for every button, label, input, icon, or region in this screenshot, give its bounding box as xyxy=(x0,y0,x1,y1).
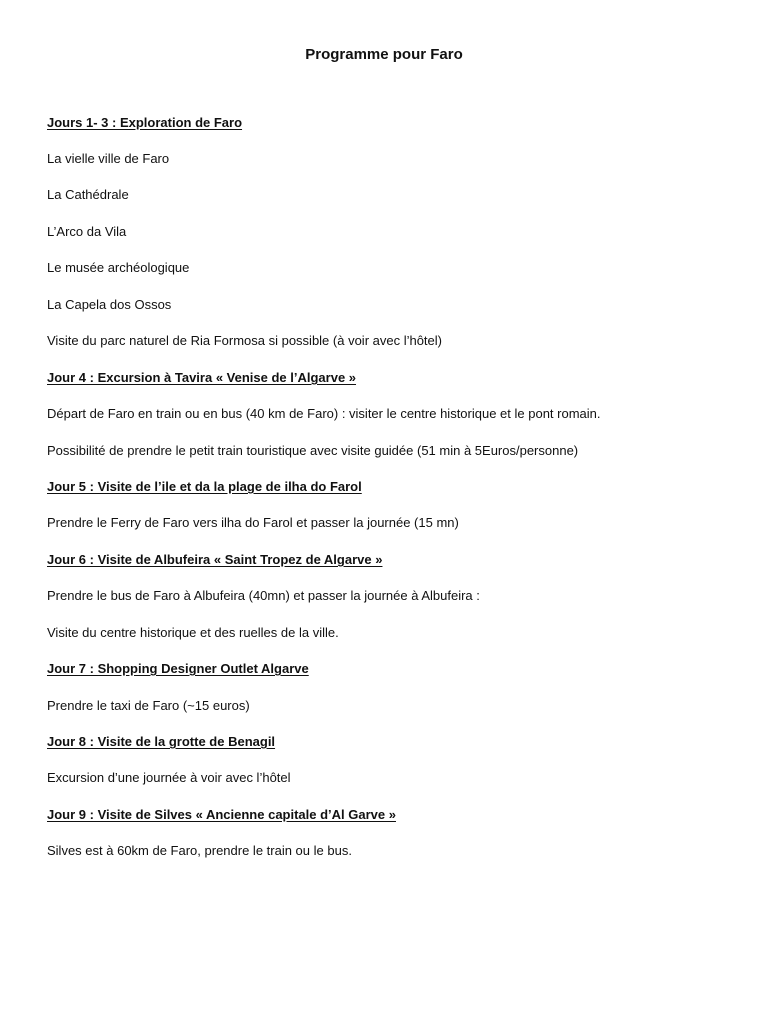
list-item: Prendre le taxi de Faro (~15 euros) xyxy=(47,698,250,713)
list-item: L’Arco da Vila xyxy=(47,224,127,239)
page-title: Programme pour Faro xyxy=(305,46,463,63)
section-heading-days-1-3: Jours 1- 3 : Exploration de Faro xyxy=(47,115,243,130)
section-heading-day-9: Jour 9 : Visite de Silves « Ancienne capitale d’Al Garve » xyxy=(47,807,396,822)
list-item: Prendre le Ferry de Faro vers ilha do Farol et passer la journée (15 mn) xyxy=(47,515,459,530)
section-heading-day-4: Jour 4 : Excursion à Tavira « Venise de l’Algarve » xyxy=(47,370,357,385)
list-item: La vielle ville de Faro xyxy=(47,151,170,166)
section-heading-day-8: Jour 8 : Visite de la grotte de Benagil xyxy=(47,734,276,749)
section-heading-day-7: Jour 7 : Shopping Designer Outlet Algarve xyxy=(47,661,309,676)
list-item: Visite du parc naturel de Ria Formosa si possible (à voir avec l’hôtel) xyxy=(47,333,442,348)
list-item: La Cathédrale xyxy=(47,187,129,202)
list-item: Départ de Faro en train ou en bus (40 km de Faro) : visiter le centre historique et le pont romain. xyxy=(47,406,601,421)
list-item: Excursion d’une journée à voir avec l’hôtel xyxy=(47,770,291,785)
list-item: La Capela dos Ossos xyxy=(47,297,172,312)
list-item: Silves est à 60km de Faro, prendre le train ou le bus. xyxy=(47,843,352,858)
list-item: Le musée archéologique xyxy=(47,260,190,275)
list-item: Visite du centre historique et des ruelles de la ville. xyxy=(47,625,339,640)
list-item: Possibilité de prendre le petit train touristique avec visite guidée (51 min à 5Euros/personne) xyxy=(47,443,579,458)
list-item: Prendre le bus de Faro à Albufeira (40mn) et passer la journée à Albufeira : xyxy=(47,588,480,603)
section-heading-day-6: Jour 6 : Visite de Albufeira « Saint Tropez de Algarve » xyxy=(47,552,383,567)
section-heading-day-5: Jour 5 : Visite de l’ile et da la plage de ilha do Farol xyxy=(47,479,362,494)
